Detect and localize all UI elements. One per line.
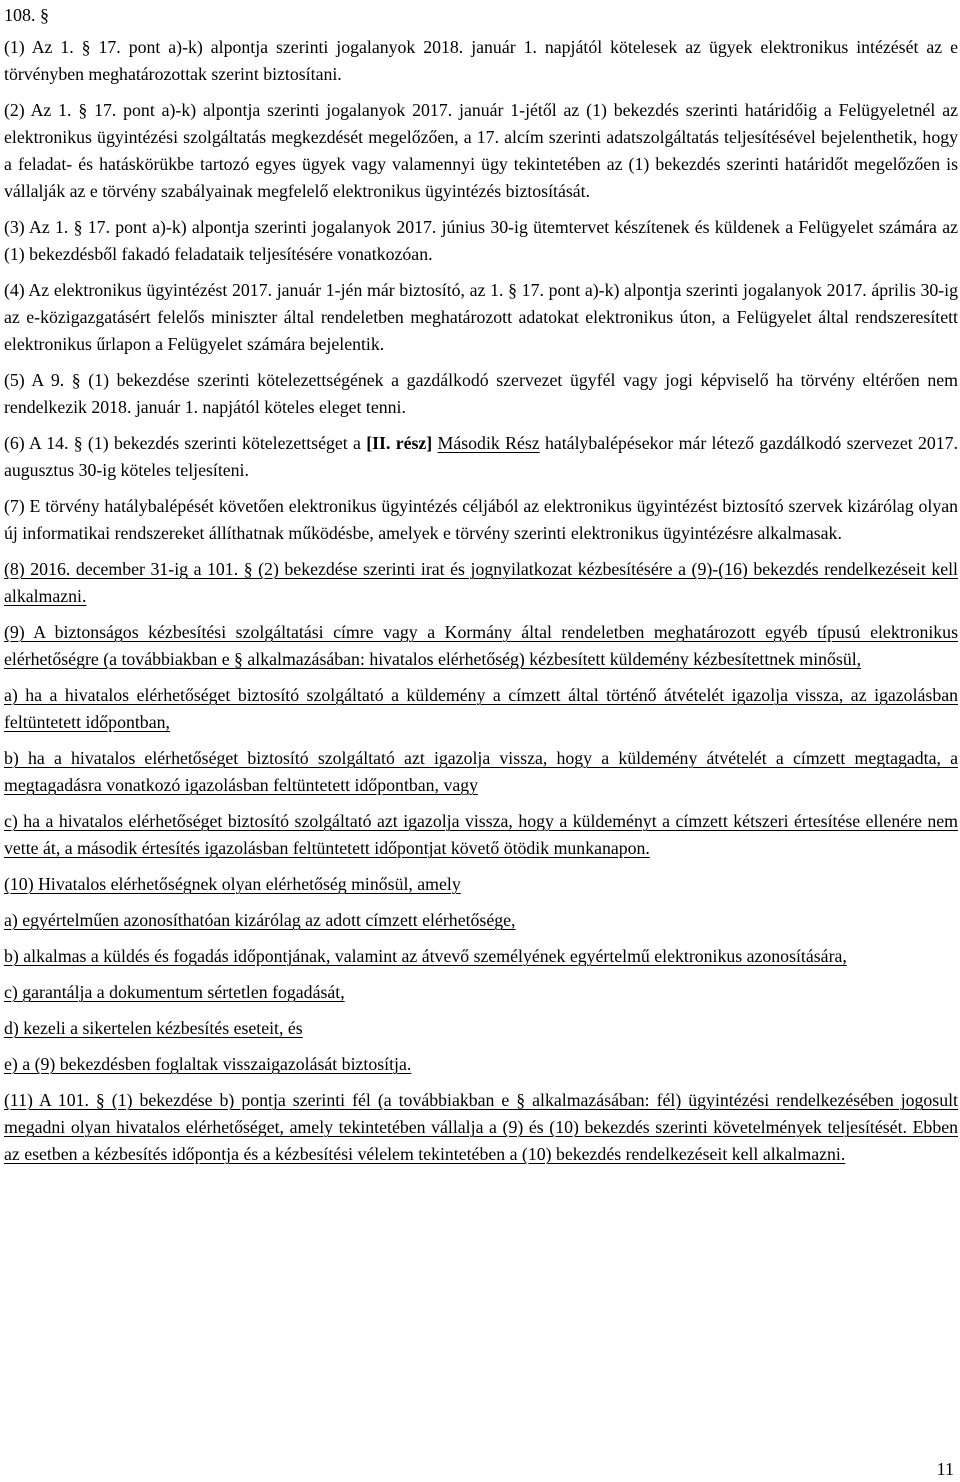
paragraph-10-point-e: e) a (9) bekezdésben foglaltak visszaigazolását biztosítja.	[4, 1054, 412, 1074]
paragraph-9-point-a: a) ha a hivatalos elérhetőséget biztosító szolgáltató a küldemény a címzett által történő átvételét igazolja vissza, az igazolásban feltüntetett időpontban,	[4, 685, 958, 732]
paragraph-9-point-c: c) ha a hivatalos elérhetőséget biztosító szolgáltató azt igazolja vissza, hogy a küldeményt a címzett kétszeri értesítése ellenére nem vette át, a második értesítés igazolásban feltüntetett időpontjat követő ötödik munkanapon.	[4, 811, 958, 858]
part-link[interactable]: Második Rész	[437, 433, 540, 453]
paragraph-10-point-b: b) alkalmas a küldés és fogadás időpontjának, valamint az átvevő személyének egyértelmű elektronikus azonosítására,	[4, 946, 847, 966]
paragraph-10-point-a: a) egyértelműen azonosíthatóan kizárólag az adott címzett elérhetősége,	[4, 910, 516, 930]
paragraph-10-point-d: d) kezeli a sikertelen kézbesítés eseteit, és	[4, 1018, 303, 1038]
paragraph-3: (3) Az 1. § 17. pont a)-k) alpontja szerinti jogalanyok 2017. június 30-ig ütemtervet készítenek és küldenek a Felügyelet számára az (1) bekezdésből fakadó feladataik teljesítésére vonatkozóan.	[4, 217, 958, 264]
document-page	[4, 0, 958, 1177]
paragraph-6-text-end: hatálybalépésekor már létező gazdálkodó szervezet 2017. augusztus 30-ig köteles teljesíteni.	[4, 433, 959, 480]
paragraph-8: (8) 2016. december 31-ig a 101. § (2) bekezdése szerinti irat és jognyilatkozat kézbesítésére a (9)-(16) bekezdés rendelkezéseit kell alkalmazni.	[4, 559, 958, 606]
section-heading: 108. §	[4, 5, 49, 25]
paragraph-1: (1) Az 1. § 17. pont a)-k) alpontja szerinti jogalanyok 2018. január 1. napjától kötelesek az ügyek elektronikus intézését az e törvényben meghatározottak szerint biztosítani.	[4, 37, 958, 84]
paragraph-4: (4) Az elektronikus ügyintézést 2017. január 1-jén már biztosító, az 1. § 17. pont a)-k) alpontja szerinti jogalanyok 2017. április 30-ig az e-közigazgatásért felelős miniszter által rendeletben meghatározott adatokat elektronikus úton, a Felügyelet által rendszeresített elektronikus űrlapon a Felügyelet számára bejelentik.	[4, 280, 958, 354]
paragraph-6	[4, 430, 958, 484]
page-number: 11	[936, 1459, 954, 1479]
paragraph-7: (7) E törvény hatálybalépését követően elektronikus ügyintézés céljából az elektronikus ügyintézést biztosító szervek kizárólag olyan új informatikai rendszereket állíthatnak működésbe, amelyek e törvény szerinti elektronikus ügyintézésre alkalmasak.	[4, 496, 958, 543]
paragraph-6-text-start: (6) A 14. § (1) bekezdés szerinti kötelezettséget a	[4, 433, 367, 453]
paragraph-10-point-c: c) garantálja a dokumentum sértetlen fogadását,	[4, 982, 345, 1002]
paragraph-10: (10) Hivatalos elérhetőségnek olyan elérhetőség minősül, amely	[4, 874, 461, 894]
paragraph-11: (11) A 101. § (1) bekezdése b) pontja szerinti fél (a továbbiakban e § alkalmazásában: fél) ügyintézési rendelkezésében jogosult megadni olyan hivatalos elérhetőséget, amely tekintetében vállalja a (9) és (10) bekezdés szerinti követelmények teljesítését. Ebben az esetben a kézbesítés időpontja és a kézbesítési vélelem tekintetében a (10) bekezdés rendelkezéseit kell alkalmazni.	[4, 1090, 958, 1164]
paragraph-2: (2) Az 1. § 17. pont a)-k) alpontja szerinti jogalanyok 2017. január 1-jétől az (1) bekezdés szerinti határidőig a Felügyeletnél az elektronikus ügyintézési szolgáltatás megkezdését megelőzően, a 17. alcím szerinti adatszolgáltatás teljesítésével bejelenthetik, hogy a feladat- és hatáskörükbe tartozó egyes ügyek vagy valamennyi ügy tekintetében az (1) bekezdés szerinti határidőt megelőzően is vállalják az e törvény szabályainak megfelelő elektronikus ügyintézés biztosítását.	[4, 100, 958, 201]
paragraph-9: (9) A biztonságos kézbesítési szolgáltatási címre vagy a Kormány által rendeletben meghatározott egyéb típusú elektronikus elérhetőségre (a továbbiakban e § alkalmazásában: hivatalos elérhetőség) kézbesített küldemény kézbesítettnek minősül,	[4, 622, 958, 669]
part-reference: [II. rész]	[366, 433, 433, 453]
paragraph-9-point-b: b) ha a hivatalos elérhetőséget biztosító szolgáltató azt igazolja vissza, hogy a küldemény átvételét a címzett megtagadta, a megtagadásra vonatkozó igazolásban feltüntetett időpontban, vagy	[4, 748, 958, 795]
paragraph-5: (5) A 9. § (1) bekezdése szerinti kötelezettségének a gazdálkodó szervezet ügyfél vagy jogi képviselő ha törvény eltérően nem rendelkezik 2018. január 1. napjától köteles eleget tenni.	[4, 370, 958, 417]
